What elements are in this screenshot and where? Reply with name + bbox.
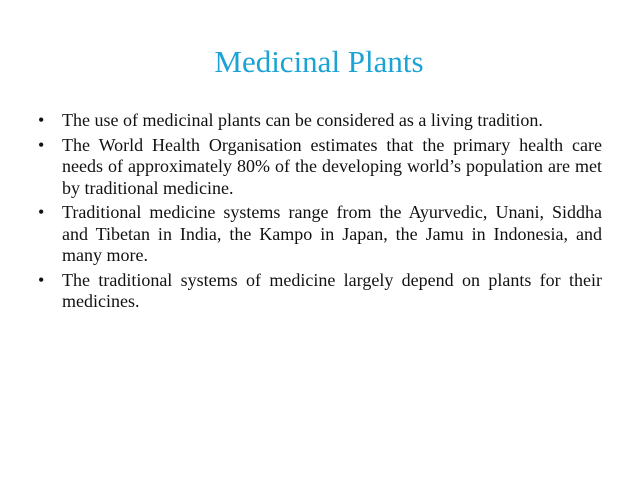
slide-title: Medicinal Plants	[214, 44, 424, 79]
bullet-text: The World Health Organisation estimates that the primary health care needs of approximately 80% of the developing world’s population are met by traditional medicine.	[62, 134, 602, 198]
bullet-text: Traditional medicine systems range from the Ayurvedic, Unani, Siddha and Tibetan in India, the Kampo in Japan, the Jamu in Indonesia, and many more.	[62, 202, 602, 265]
bullet-list	[38, 110, 602, 316]
bullet-dot-icon: •	[38, 269, 45, 290]
bullet-item	[38, 110, 602, 132]
bullet-item	[38, 270, 602, 313]
bullet-item	[38, 202, 602, 267]
bullet-item	[38, 135, 602, 200]
bullet-dot-icon: •	[38, 134, 45, 155]
bullet-dot-icon: •	[38, 202, 45, 222]
bullet-text: The traditional systems of medicine largely depend on plants for their medicines.	[62, 269, 602, 311]
bullet-text: The use of medicinal plants can be considered as a living tradition.	[62, 110, 543, 130]
bullet-dot-icon: •	[38, 110, 45, 130]
